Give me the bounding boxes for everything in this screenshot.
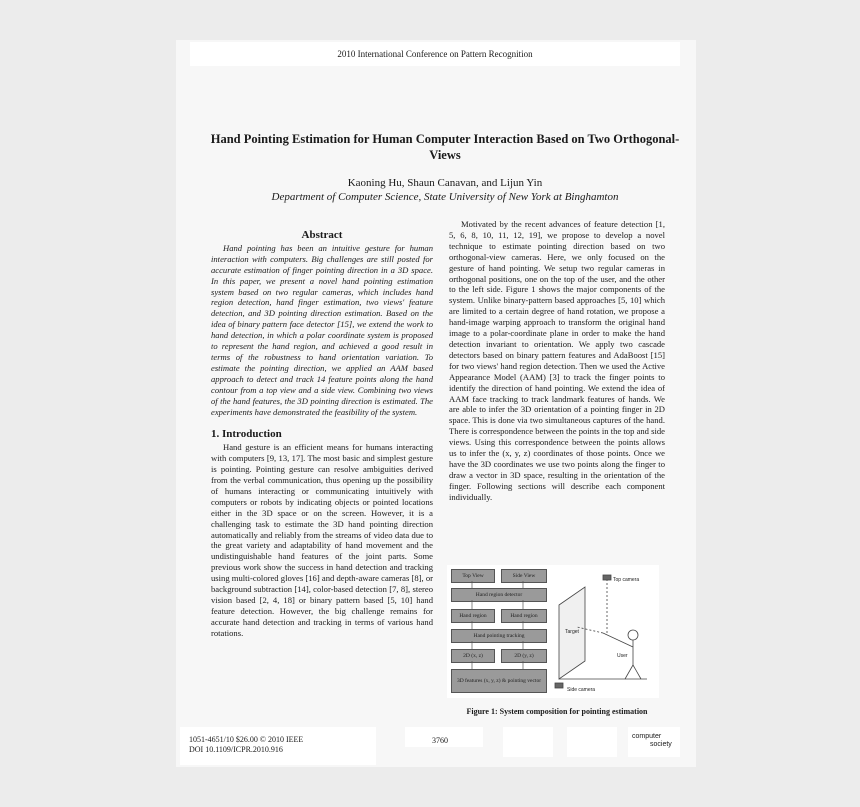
fig-side-camera xyxy=(555,683,563,688)
right-column xyxy=(449,219,665,503)
fig-user-leg xyxy=(633,665,641,679)
fig-hand-region-box-2: Hand region xyxy=(501,609,547,623)
fig-top-view-box: Top View xyxy=(451,569,495,583)
footer-issn: 1051-4651/10 $26.00 © 2010 IEEE xyxy=(189,735,304,744)
fig-target-label: Target xyxy=(565,629,579,635)
fig-hand-region-box-1: Hand region xyxy=(451,609,495,623)
left-column xyxy=(211,230,433,639)
conference-header: 2010 International Conference on Pattern Recognition xyxy=(190,42,680,66)
footer-blank-box-2 xyxy=(567,727,617,757)
fig-user-arm xyxy=(603,633,633,647)
fig-3d-features-box: 3D features (x, y, z) & pointing vector xyxy=(451,669,547,693)
fig-user-label: User xyxy=(617,653,628,659)
computer-society-logo xyxy=(632,733,672,749)
page-number: 3760 xyxy=(432,736,448,745)
abstract-heading: Abstract xyxy=(301,229,343,241)
fig-user-leg xyxy=(625,665,633,679)
fig-user-head xyxy=(628,630,638,640)
motivation-paragraph: Motivated by the recent advances of feature detection [1, 5, 6, 8, 10, 11, 12, 19], we propose to develop a novel technique to estimate pointing direction based on two orthogonal-view cameras. Here, we only focused on the gesture of hand pointing. We setup two regular cameras in orthogonal positions, one on the top of the user, and the other to the left side. Figure 1 shows the major components of the system. Unlike binary-pattern based approaches [5, 10] which are limited to a certain degree of hand rotation, we propose a hand-image warping approach to transform the original hand image to a polar-coordinate plane in order to make the hand detection invariant to orientation. We apply two cascade detectors based on binary pattern features and AdaBoost [15] for two views' hand region detection. Then we used the Active Appearance Model (AAM) [3] to track the finger points to identify the direction of hand pointing. We extend the idea of AAM face tracking to track landmark features of hands. We are able to infer the 3D orientation of a pointing finger in 2D space. This is done via two simultaneous captures of the hand. There is correspondence between the points in the top and side views. Using this correspondence between the points allows us to infer the (x, y, z) coordinates of those points. Once we have the 3D coordinates we use two points along the finger to draw a vector in 3D space, resulting in the orientation of the finger. Following sections will describe each component individually. xyxy=(449,219,665,502)
figure-caption: Figure 1: System composition for pointing estimation xyxy=(466,707,648,716)
fig-2d-yz-box: 2D (y, z) xyxy=(501,649,547,663)
introduction-body: Hand gesture is an efficient means for humans interacting with computers [9, 13, 17]. The most basic and simplest gesture is pointing. Pointing gesture can resolve ambiguities derived from the verbal communication, thus opening up the possibility of humans interacting or communicating intuitively with computers or robots by indicating objects or pointed locations either in the 3D space or on the screen. However, it is a challenging task to estimate the 3D hand pointing direction automatically and reliably from the streams of video data due to the great variety and adaptability of hand movement and the undistinguishable hand features of the joint parts. Some previous work show the success in hand detection and tracking using multi-colored gloves [16] and depth-aware cameras [8], or background subtraction [14], color-based detection [7, 8], stereo vision based [2, 4, 18] or binary pattern based [5, 10] hand feature detection. However, the big challenge remains for accurate hand detection and tracking in terms of various hand rotations. xyxy=(211,442,433,638)
fig-hand-region-detector-box: Hand region detector xyxy=(451,588,547,602)
logo-line-1: computer xyxy=(632,733,662,740)
paper-authors: Kaoning Hu, Shaun Canavan, and Lijun Yin xyxy=(347,177,543,189)
fig-top-camera xyxy=(603,575,611,580)
footer-copyright xyxy=(189,735,303,755)
logo-line-2: society xyxy=(650,741,672,748)
fig-diagram-svg xyxy=(447,565,659,698)
figure-1 xyxy=(447,565,659,698)
fig-side-view-box: Side View xyxy=(501,569,547,583)
introduction-heading: 1. Introduction xyxy=(211,428,282,441)
fig-hand-pointing-tracking-box: Hand pointing tracking xyxy=(451,629,547,643)
fig-side-camera-label: Side camera xyxy=(567,687,596,693)
fig-2d-xz-box: 2D (x, z) xyxy=(451,649,495,663)
footer-blank-box-1 xyxy=(503,727,553,757)
paper-affiliation: Department of Computer Science, State University of New York at Binghamton xyxy=(271,191,619,203)
abstract-body: Hand pointing has been an intuitive gesture for human interaction with computers. Big challenges are still posted for accurate estimation of finger pointing direction in a 3D space. In this paper, we present a novel hand pointing estimation system based on two regular cameras, which includes hand region detection, hand finger estimation, two views' feature detection, and 3D pointing direction estimation. Based on the idea of binary pattern face detector [15], we extend the work to hand detection, in which a polar coordinate system is proposed to represent the hand region, and achieved a good result in terms of the robustness to hand orientation variation. To estimate the pointing direction, we applied an AAM based approach to detect and track 14 feature points along the hand contour from a top view and a side view. Combining two views of the hand features, the 3D pointing direction is estimated. The experiments have demonstrated the feasibility of the system. xyxy=(211,242,433,417)
paper-title: Hand Pointing Estimation for Human Computer Interaction Based on Two Orthogonal-Views xyxy=(210,132,680,162)
footer-doi: DOI 10.1109/ICPR.2010.916 xyxy=(189,745,283,754)
fig-top-camera-label: Top camera xyxy=(613,577,640,583)
